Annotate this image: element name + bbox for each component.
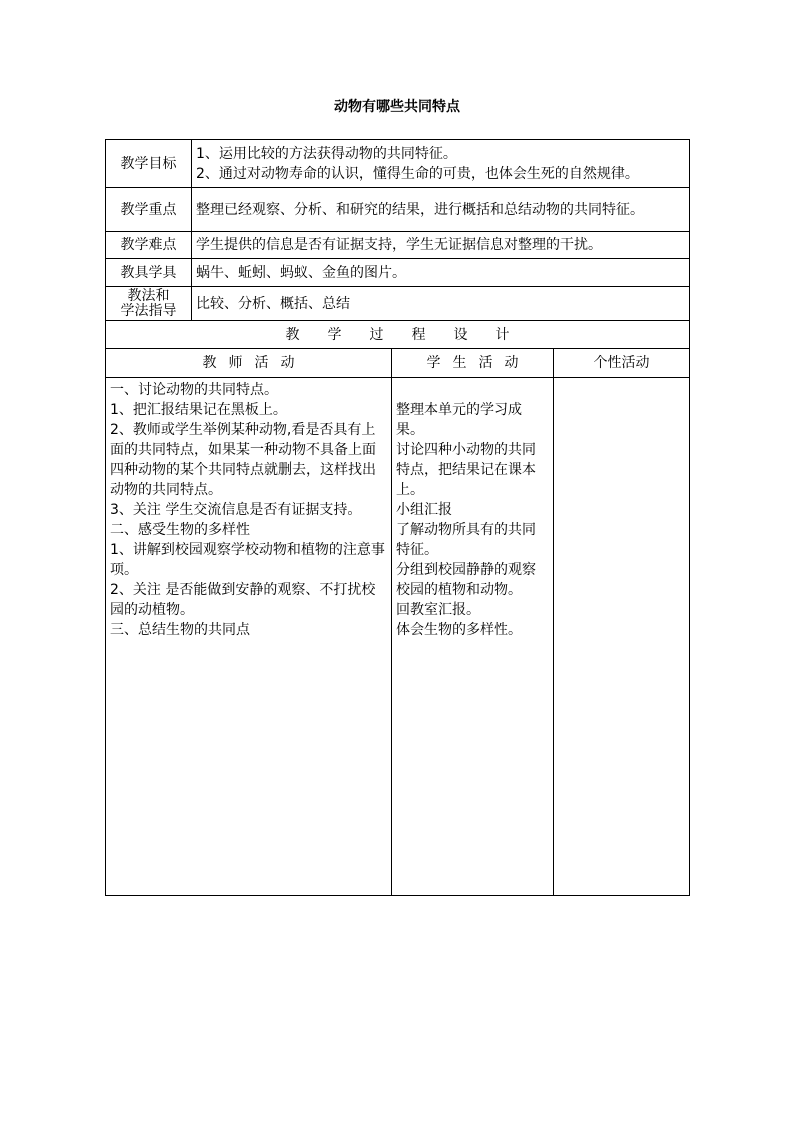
student-line: 分组到校园静静的观察校园的植物和动物。 [396,562,536,598]
content-methods: 比较、分析、概括、总结 [192,287,690,321]
header-student-activity: 学 生 活 动 [392,349,554,378]
page-title: 动物有哪些共同特点 [334,99,460,115]
row-methods [106,287,690,321]
personal-activity-cell [554,378,690,896]
teacher-line: 二、感受生物的多样性 [110,522,250,538]
teacher-activity-cell [106,378,392,896]
lesson-plan-table [105,139,690,896]
header-teacher-activity: 教 师 活 动 [106,349,392,378]
objective-line: 2、通过对动物寿命的认识，懂得生命的可贵，也体会生死的自然规律。 [196,165,639,182]
row-difficulties [106,232,690,259]
row-activities [106,378,690,896]
teacher-line: 1、把汇报结果记在黑板上。 [110,402,287,418]
teacher-line: 三、总结生物的共同点 [110,622,250,638]
student-line: 体会生物的多样性。 [396,622,522,638]
content-key-points: 整理已经观察、分析、和研究的结果，进行概括和总结动物的共同特征。 [192,188,690,232]
teacher-line: 2、关注 是否能做到安静的观察、不打扰校园的动植物。 [110,582,376,618]
label-methods-line: 学法指导 [120,302,177,319]
content-difficulties: 学生提供的信息是否有证据支持，学生无证据信息对整理的干扰。 [192,232,690,259]
label-methods-line: 教法和 [127,287,170,304]
label-objectives: 教学目标 [106,140,192,188]
student-line: 讨论四种小动物的共同特点，把结果记在课本上。 [396,442,536,498]
content-objectives [192,140,690,188]
row-key-points [106,188,690,232]
row-column-headers [106,349,690,378]
teacher-line: 2、教师或学生举例某种动物,看是否具有上面的共同特点，如果某一种动物不具备上面四种动物的某个共同特点就删去，这样找出动物的共同特点。 [110,422,376,498]
label-teaching-aids: 教具学具 [106,259,192,287]
row-teaching-aids [106,259,690,287]
content-teaching-aids: 蜗牛、蚯蚓、蚂蚁、金鱼的图片。 [192,259,690,287]
process-design-title: 教 学 过 程 设 计 [106,321,690,349]
row-process-title [106,321,690,349]
teacher-line: 1、讲解到校园观察学校动物和植物的注意事项。 [110,542,385,578]
student-line: 小组汇报 [396,502,452,518]
label-key-points: 教学重点 [106,188,192,232]
student-line: 回教室汇报。 [396,602,480,618]
header-personal-activity: 个性活动 [554,349,690,378]
label-difficulties: 教学难点 [106,232,192,259]
student-activity-cell [392,378,554,896]
teacher-line: 3、关注 学生交流信息是否有证据支持。 [110,502,362,518]
label-methods [106,287,192,321]
objective-line: 1、运用比较的方法获得动物的共同特征。 [196,145,457,162]
student-line [396,380,549,400]
student-line: 整理本单元的学习成果。 [396,402,522,438]
student-line: 了解动物所具有的共同特征。 [396,522,536,558]
teacher-line: 一、讨论动物的共同特点。 [110,382,278,398]
row-objectives [106,140,690,188]
